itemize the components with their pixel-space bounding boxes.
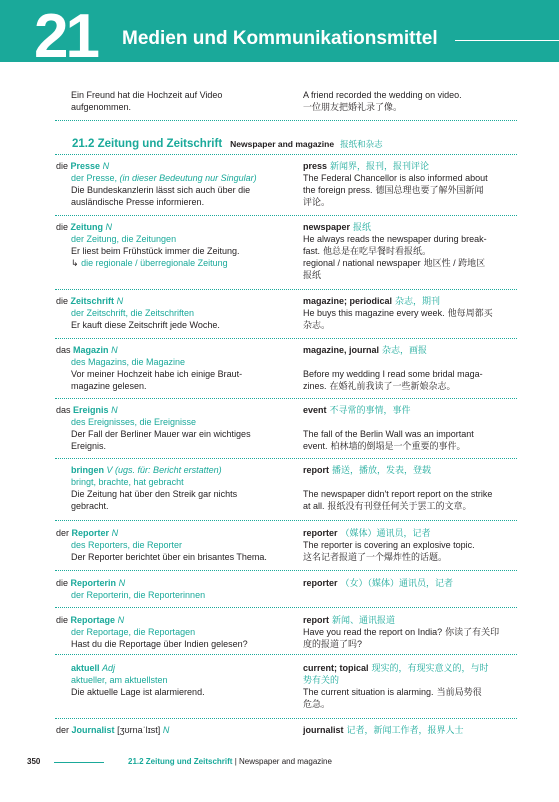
headword: bringen <box>71 465 104 475</box>
chapter-header <box>0 0 559 71</box>
header-rule <box>455 40 559 41</box>
headword: Zeitschrift <box>70 296 115 306</box>
entry-journalist-english: journalist 记者，新闻工作者，报界人士 <box>303 725 464 735</box>
divider <box>55 654 517 655</box>
arrow-icon: ↳ <box>71 258 79 268</box>
divider <box>55 458 517 459</box>
headword: aktuell <box>71 663 100 673</box>
divider <box>55 338 517 339</box>
section-chinese: 报纸和杂志 <box>340 139 383 149</box>
entry-zeitung-english: newspaper 报纸 He always reads the newspaper during break- fast. 他总是在吃早餐时看报纸。 regional / national newspaper 地区性 / 跨地区 报纸 <box>303 222 487 280</box>
entry-ereignis-english: event 不寻常的事情，事件 The fall of the Berlin Wall was an important event. 柏林墙的倒塌是一个重要的事件。 <box>303 405 474 451</box>
entry-reporterin-english: reporter （女）（媒体）通讯员，记者 <box>303 578 454 588</box>
headword: Ereignis <box>73 405 109 415</box>
headword: Zeitung <box>70 222 104 232</box>
chapter-title: Medien und Kommunikationsmittel <box>122 28 438 49</box>
entry-magazin-german: das Magazin N des Magazins, die Magazine Vor meiner Hochzeit habe ich einige Braut- magazine gelesen. <box>56 345 243 391</box>
entry-presse-german: die Presse N der Presse, (in dieser Bedeutung nur Singular) Die Bundeskanzlerin lässt sich auch über die ausländische Presse informieren. <box>56 161 257 207</box>
divider <box>55 215 517 216</box>
entry-reportage-english: report 新闻、通讯报道 Have you read the report on India? 你读了有关印 度的报道了吗? <box>303 615 500 649</box>
entry-aktuell-german: aktuell Adj aktueller, am aktuellsten Die aktuelle Lage ist alarmierend. <box>71 663 205 697</box>
divider <box>55 398 517 399</box>
headword: Presse <box>70 161 101 171</box>
headword: Reporterin <box>70 578 117 588</box>
divider <box>55 607 517 608</box>
page-number: 350 <box>27 757 41 766</box>
intro-english: A friend recorded the wedding on video. 一位朋友把婚礼录了像。 <box>303 90 462 112</box>
entry-reporter-german: der Reporter N des Reporters, die Reporter Der Reporter berichtet über ein brisantes Thema. <box>56 528 267 562</box>
page-footer <box>0 752 559 772</box>
footer-section: 21.2 Zeitung und Zeitschrift | Newspaper and magazine <box>128 757 332 766</box>
headword: Magazin <box>73 345 109 355</box>
divider <box>55 154 517 155</box>
section-english: Newspaper and magazine <box>230 139 335 149</box>
divider <box>55 570 517 571</box>
entry-magazin-english: magazine, journal 杂志，画报 Before my wedding I read some bridal maga- zines. 在婚礼前我读了一些新娘杂志。 <box>303 345 483 391</box>
footer-rule <box>54 762 104 763</box>
chapter-number: 21 <box>34 2 97 71</box>
divider <box>55 718 517 719</box>
headword: Reportage <box>70 615 116 625</box>
section-title: 21.2 Zeitung und Zeitschrift <box>72 138 223 150</box>
entry-bringen-english: report 播送，播放，发表，登载 The newspaper didn't report report on the strike at all. 报纸没有刊登任何关于罢工的文章。 <box>303 465 493 511</box>
entry-presse-english: press 新闻界，报刊，报刊评论 The Federal Chancellor is also informed about the foreign press. 德国总理也要了解外国新闻 评论。 <box>303 161 488 207</box>
entry-ereignis-german: das Ereignis N des Ereignisses, die Ereignisse Der Fall der Berliner Mauer war ein wichtiges Ereignis. <box>56 405 251 451</box>
headword: Reporter <box>71 528 110 538</box>
entry-reporter-english: reporter （媒体）通讯员，记者 The reporter is covering an explosive topic. 这名记者报道了一个爆炸性的话题。 <box>303 528 475 562</box>
intro-german: Ein Freund hat die Hochzeit auf Video aufgenommen. <box>71 90 223 112</box>
entry-zeitschrift-german: die Zeitschrift N der Zeitschrift, die Zeitschriften Er kauft diese Zeitschrift jede Woche. <box>56 296 220 330</box>
entry-journalist-german: der Journalist [ʒʊrnaˈlɪst] N <box>56 725 170 735</box>
divider <box>55 520 517 521</box>
entry-reportage-german: die Reportage N der Reportage, die Reportagen Hast du die Reportage über Indien gelesen? <box>56 615 248 649</box>
headword: Journalist <box>71 725 115 735</box>
entry-zeitschrift-english: magazine; periodical 杂志，期刊 He buys this magazine every week. 他每周都买 杂志。 <box>303 296 493 330</box>
divider <box>55 289 517 290</box>
entry-aktuell-english: current; topical 现实的，有现实意义的，与时 势有关的 The current situation is alarming. 当前局势很 危急。 <box>303 663 489 709</box>
entry-bringen-german: bringen V (ugs. für: Bericht erstatten) bringt, brachte, hat gebracht Die Zeitung hat über den Streik gar nichts gebracht. <box>71 465 238 511</box>
entry-reporterin-german: die Reporterin N der Reporterin, die Reporterinnen <box>56 578 206 600</box>
divider <box>55 120 517 121</box>
entry-zeitung-german: die Zeitung N der Zeitung, die Zeitungen Er liest beim Frühstück immer die Zeitung. ↳ die regionale / überregionale Zeitung <box>56 222 240 268</box>
section-heading <box>72 134 383 152</box>
